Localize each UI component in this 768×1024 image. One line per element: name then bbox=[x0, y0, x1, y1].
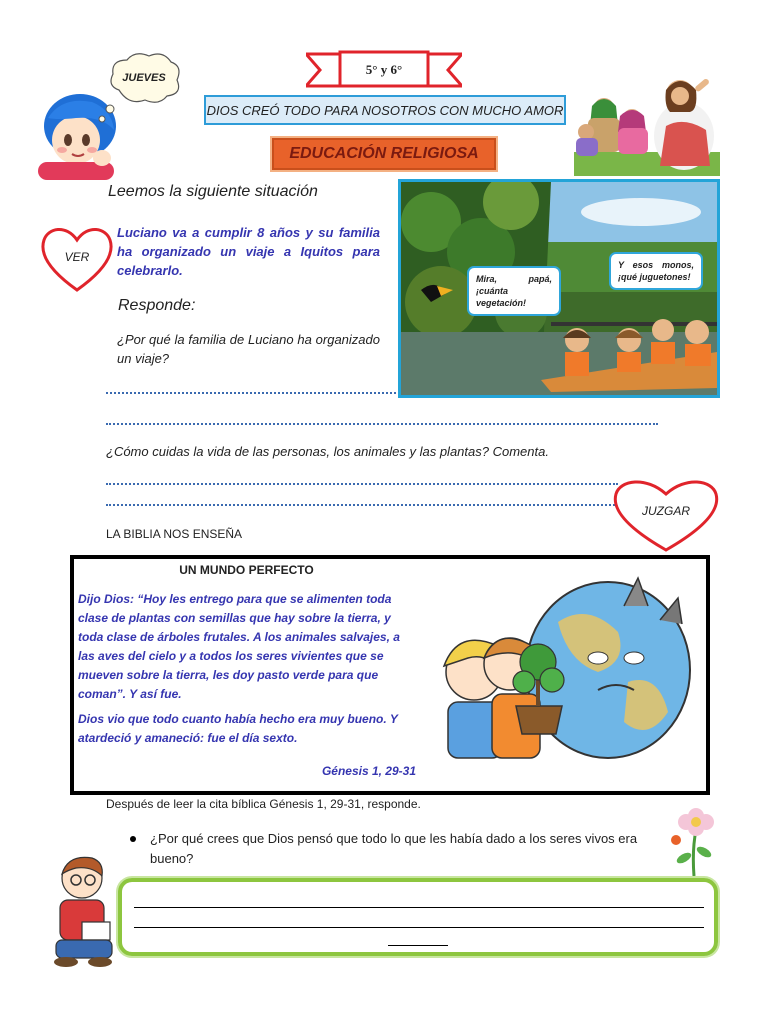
answer-line[interactable] bbox=[134, 907, 704, 908]
answer-box[interactable] bbox=[118, 878, 718, 956]
responde-label: Responde: bbox=[118, 297, 196, 314]
boy-writing-illustration bbox=[46, 852, 120, 970]
bible-citation: Génesis 1, 29-31 bbox=[321, 764, 416, 778]
passage-title: UN MUNDO PERFECTO bbox=[179, 563, 314, 577]
thought-cloud-text-wrap bbox=[105, 50, 183, 110]
grade-label: 5° y 6° bbox=[365, 62, 403, 77]
earth-and-children-illustration bbox=[428, 562, 704, 768]
subject-title: EDUCACIÓN RELIGIOSA bbox=[272, 138, 496, 170]
speech-right-text: Y esos monos, ¡qué juguetones! bbox=[618, 260, 694, 282]
passage-paragraph-2: Dios vio que todo cuanto había hecho era muy bueno. Y atardeció y amaneció: fue el día sexto. bbox=[78, 712, 398, 745]
speech-left-text: Mira, papá, ¡cuánta vegetación! bbox=[476, 274, 552, 308]
speech-bubble-right bbox=[609, 252, 703, 290]
answer-line-dotted[interactable] bbox=[106, 423, 658, 425]
bullet-question bbox=[132, 829, 664, 869]
passage-paragraph-1: Dijo Dios: “Hoy les entrego para que se alimenten toda clase de plantas con semillas que hay sobre la tierra, y toda clase de árboles frutales. A los animales salvajes, a las aves del cielo y a todos los seres vivientes que se mueven sobre la tierra, les doy pasto verde para que coman”. Y así fue. bbox=[78, 592, 400, 701]
bullet-icon bbox=[130, 836, 136, 842]
answer-line-dotted[interactable] bbox=[106, 483, 618, 485]
bullet-question-text: ¿Por qué crees que Dios pensó que todo lo que les había dado a los seres vivos era bueno? bbox=[150, 831, 638, 866]
answer-line-dotted[interactable] bbox=[106, 392, 396, 394]
biblia-heading: LA BIBLIA NOS ENSEÑA bbox=[106, 527, 243, 541]
story-text: Luciano va a cumplir 8 años y su familia ha organizado un viaje a Iquitos para celebrarlo. bbox=[117, 225, 380, 278]
amazon-boat-photo bbox=[398, 179, 720, 398]
day-label: JUEVES bbox=[122, 72, 166, 84]
juzgar-label: JUZGAR bbox=[642, 504, 690, 518]
answer-line[interactable] bbox=[134, 927, 704, 928]
flower-illustration bbox=[666, 800, 722, 876]
answer-line[interactable] bbox=[388, 945, 448, 946]
question-care: ¿Cómo cuidas la vida de las personas, los animales y las plantas? Comenta. bbox=[106, 444, 549, 459]
lesson-title: DIOS CREÓ TODO PARA NOSOTROS CON MUCHO AMOR bbox=[204, 95, 566, 125]
juzgar-heart bbox=[610, 474, 722, 554]
ver-heart bbox=[38, 222, 116, 294]
passage-text bbox=[78, 590, 416, 754]
grade-banner bbox=[306, 50, 462, 90]
section-heading: Leemos la siguiente situación bbox=[108, 183, 318, 200]
thought-bubble-dots bbox=[96, 104, 116, 124]
question-trip: ¿Por qué la familia de Luciano ha organizado un viaje? bbox=[117, 332, 380, 366]
answer-line-dotted[interactable] bbox=[106, 504, 618, 506]
speech-bubble-left bbox=[467, 266, 561, 316]
ver-label: VER bbox=[64, 250, 90, 264]
jesus-teaching-illustration bbox=[574, 66, 720, 176]
instruction-text: Después de leer la cita bíblica Génesis 1, 29-31, responde. bbox=[106, 797, 421, 811]
